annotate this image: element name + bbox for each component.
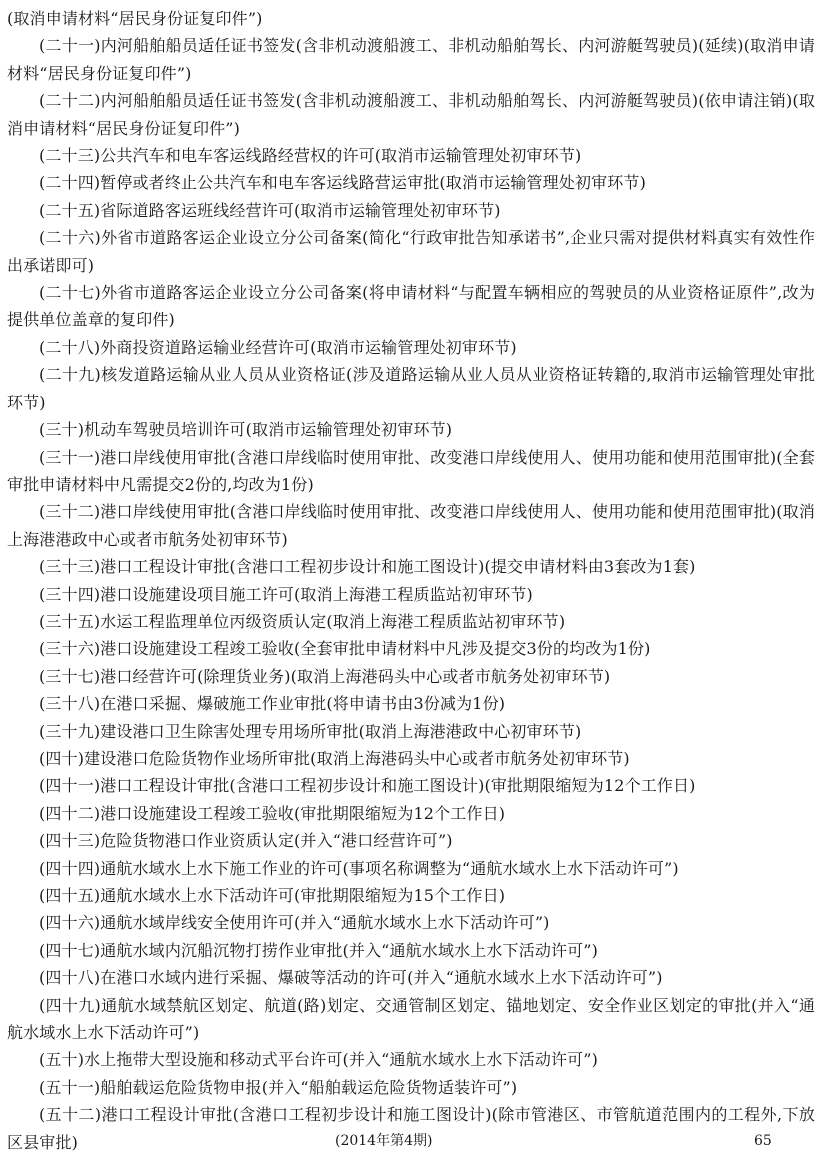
paragraph-item-42: (四十二)港口设施建设工程竣工验收(审批期限缩短为12个工作日) xyxy=(39,803,506,823)
paragraph-item-31: (三十一)港口岸线使用审批(含港口岸线临时使用审批、改变港口岸线使用人、使用功能和使用范围审批)(全套审批申请材料中凡需提交2份的,均改为1份) xyxy=(7,447,815,494)
paragraph-item-33: (三十三)港口工程设计审批(含港口工程初步设计和施工图设计)(提交申请材料由3套改为1套) xyxy=(39,557,696,577)
paragraph-item-46: (四十六)通航水域岸线安全使用许可(并入“通航水域水上水下活动许可”) xyxy=(39,913,550,933)
paragraph-item-22: (二十二)内河船舶船员适任证书签发(含非机动渡船渡工、非机动船舶驾长、内河游艇驾驶员)(依申请注销)(取消申请材料“居民身份证复印件”) xyxy=(7,91,815,138)
paragraph-item-52: (五十二)港口工程设计审批(含港口工程初步设计和施工图设计)(除市管港区、市管航道范围内的工程外,下放区县审批) xyxy=(7,1105,815,1152)
paragraph-item-44: (四十四)通航水域水上水下施工作业的许可(事项名称调整为“通航水域水上水下活动许可”) xyxy=(39,858,679,878)
paragraph-item-23: (二十三)公共汽车和电车客运线路经营权的许可(取消市运输管理处初审环节) xyxy=(39,146,582,166)
paragraph-item-30: (三十)机动车驾驶员培训许可(取消市运输管理处初审环节) xyxy=(39,420,453,440)
paragraph-item-26: (二十六)外省市道路客运企业设立分公司备案(简化“行政审批告知承诺书”,企业只需对提供材料真实有效性作出承诺即可) xyxy=(7,228,815,275)
paragraph-item-25: (二十五)省际道路客运班线经营许可(取消市运输管理处初审环节) xyxy=(39,200,501,220)
paragraph-item-27: (二十七)外省市道路客运企业设立分公司备案(将申请材料“与配置车辆相应的驾驶员的从业资格证原件”,改为提供单位盖章的复印件) xyxy=(7,283,815,330)
paragraph-item-43: (四十三)危险货物港口作业资质认定(并入“港口经营许可”) xyxy=(39,831,453,851)
paragraph-item-47: (四十七)通航水域内沉船沉物打捞作业审批(并入“通航水域水上水下活动许可”) xyxy=(39,940,599,960)
paragraph-continuation: (取消申请材料“居民身份证复印件”) xyxy=(7,9,263,28)
paragraph-item-39: (三十九)建设港口卫生除害处理专用场所审批(取消上海港港政中心初审环节) xyxy=(39,721,582,741)
paragraph-item-35: (三十五)水运工程监理单位丙级资质认定(取消上海港工程质监站初审环节) xyxy=(39,611,566,631)
paragraph-item-28: (二十八)外商投资道路运输业经营许可(取消市运输管理处初审环节) xyxy=(39,337,517,357)
paragraph-item-29: (二十九)核发道路运输从业人员从业资格证(涉及道路运输从业人员从业资格证转籍的,取消市运输管理处审批环节) xyxy=(7,365,815,412)
issue-label: (2014年第4期) xyxy=(335,1133,433,1149)
paragraph-item-36: (三十六)港口设施建设工程竣工验收(全套审批申请材料中凡涉及提交3份的均改为1份) xyxy=(39,639,651,659)
page-footer xyxy=(0,1130,827,1152)
paragraph-item-38: (三十八)在港口采掘、爆破施工作业审批(将申请书由3份减为1份) xyxy=(39,694,506,714)
paragraph-item-51: (五十一)船舶载运危险货物申报(并入“船舶载运危险货物适装许可”) xyxy=(39,1077,518,1097)
paragraph-item-49: (四十九)通航水域禁航区划定、航道(路)划定、交通管制区划定、锚地划定、安全作业区划定的审批(并入“通航水域水上水下活动许可”) xyxy=(7,995,815,1043)
paragraph-item-50: (五十)水上拖带大型设施和移动式平台许可(并入“通航水域水上水下活动许可”) xyxy=(39,1050,599,1070)
paragraph-item-34: (三十四)港口设施建设项目施工许可(取消上海港工程质监站初审环节) xyxy=(39,584,533,604)
paragraph-item-48: (四十八)在港口水域内进行采掘、爆破等活动的许可(并入“通航水域水上水下活动许可”) xyxy=(39,968,663,988)
document-body xyxy=(7,5,815,1156)
paragraph-item-37: (三十七)港口经营许可(除理货业务)(取消上海港码头中心或者市航务处初审环节) xyxy=(39,666,611,686)
paragraph-item-40: (四十)建设港口危险货物作业场所审批(取消上海港码头中心或者市航务处初审环节) xyxy=(39,748,630,768)
paragraph-item-45: (四十五)通航水域水上水下活动许可(审批期限缩短为15个工作日) xyxy=(39,886,506,905)
paragraph-item-41: (四十一)港口工程设计审批(含港口工程初步设计和施工图设计)(审批期限缩短为12个工作日) xyxy=(39,776,696,796)
paragraph-item-21: (二十一)内河船舶船员适任证书签发(含非机动渡船渡工、非机动船舶驾长、内河游艇驾驶员)(延续)(取消申请材料“居民身份证复印件”) xyxy=(7,36,815,83)
paragraph-item-32: (三十二)港口岸线使用审批(含港口岸线临时使用审批、改变港口岸线使用人、使用功能和使用范围审批)(取消上海港港政中心或者市航务处初审环节) xyxy=(7,502,815,549)
paragraph-item-24: (二十四)暂停或者终止公共汽车和电车客运线路营运审批(取消市运输管理处初审环节) xyxy=(39,173,646,193)
page-number: 65 xyxy=(754,1133,772,1149)
